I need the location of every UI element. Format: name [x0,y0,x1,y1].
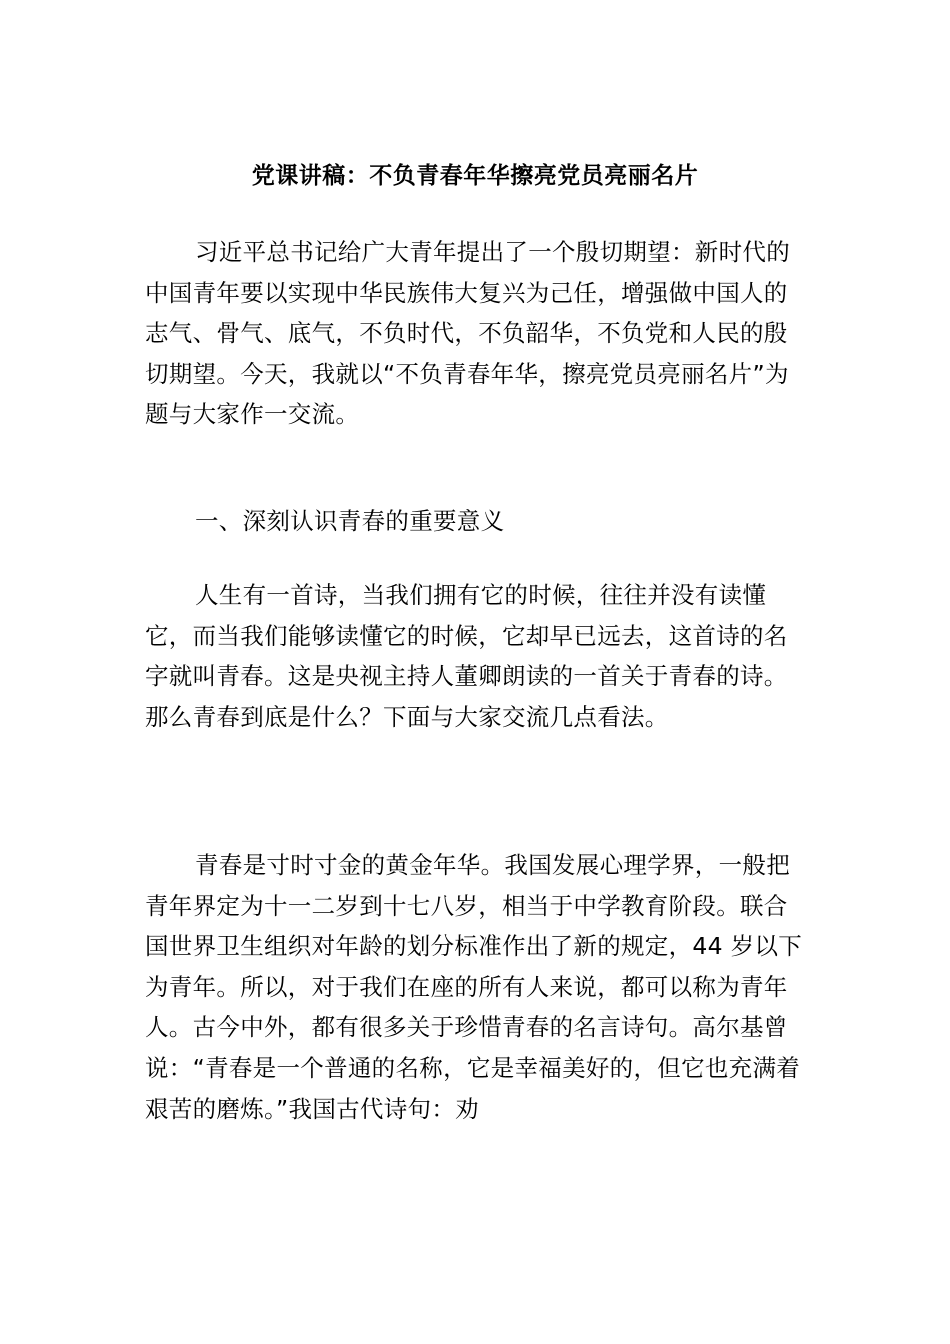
document-title: 党课讲稿：不负青春年华擦亮党员亮丽名片 [251,163,699,189]
body-paragraph: 人生有一首诗，当我们拥有它的时候，往往并没有读懂它，而当我们能够读懂它的时候，它却早已远去，这首诗的名字就叫青春。这是央视主持人董卿朗读的一首关于青春的诗。那么青春到底是什么？下面与大家交流几点看法。 [145,581,788,731]
body-paragraph: 青春是寸时寸金的黄金年华。我国发展心理学界，一般把青年界定为十一二岁到十七八岁，相当于中学教育阶段。联合国世界卫生组织对年龄的划分标准作出了新的规定，44 岁以下为青年。所以，对于我们在座的所有人来说，都可以称为青年人。古今中外，都有很多关于珍惜青春的名言诗句。高尔基曾说：“青春是一个普通的名称，它是幸福美好的，但它也充满着艰苦的磨炼。”我国古代诗句：劝 [145,851,803,1123]
section-heading: 一、深刻认识青春的重要意义 [195,507,505,535]
intro-paragraph: 习近平总书记给广大青年提出了一个殷切期望：新时代的中国青年要以实现中华民族伟大复兴为己任，增强做中国人的志气、骨气、底气，不负时代，不负韶华，不负党和人民的殷切期望。今天，我就以“不负青春年华，擦亮党员亮丽名片”为题与大家作一交流。 [145,238,790,429]
